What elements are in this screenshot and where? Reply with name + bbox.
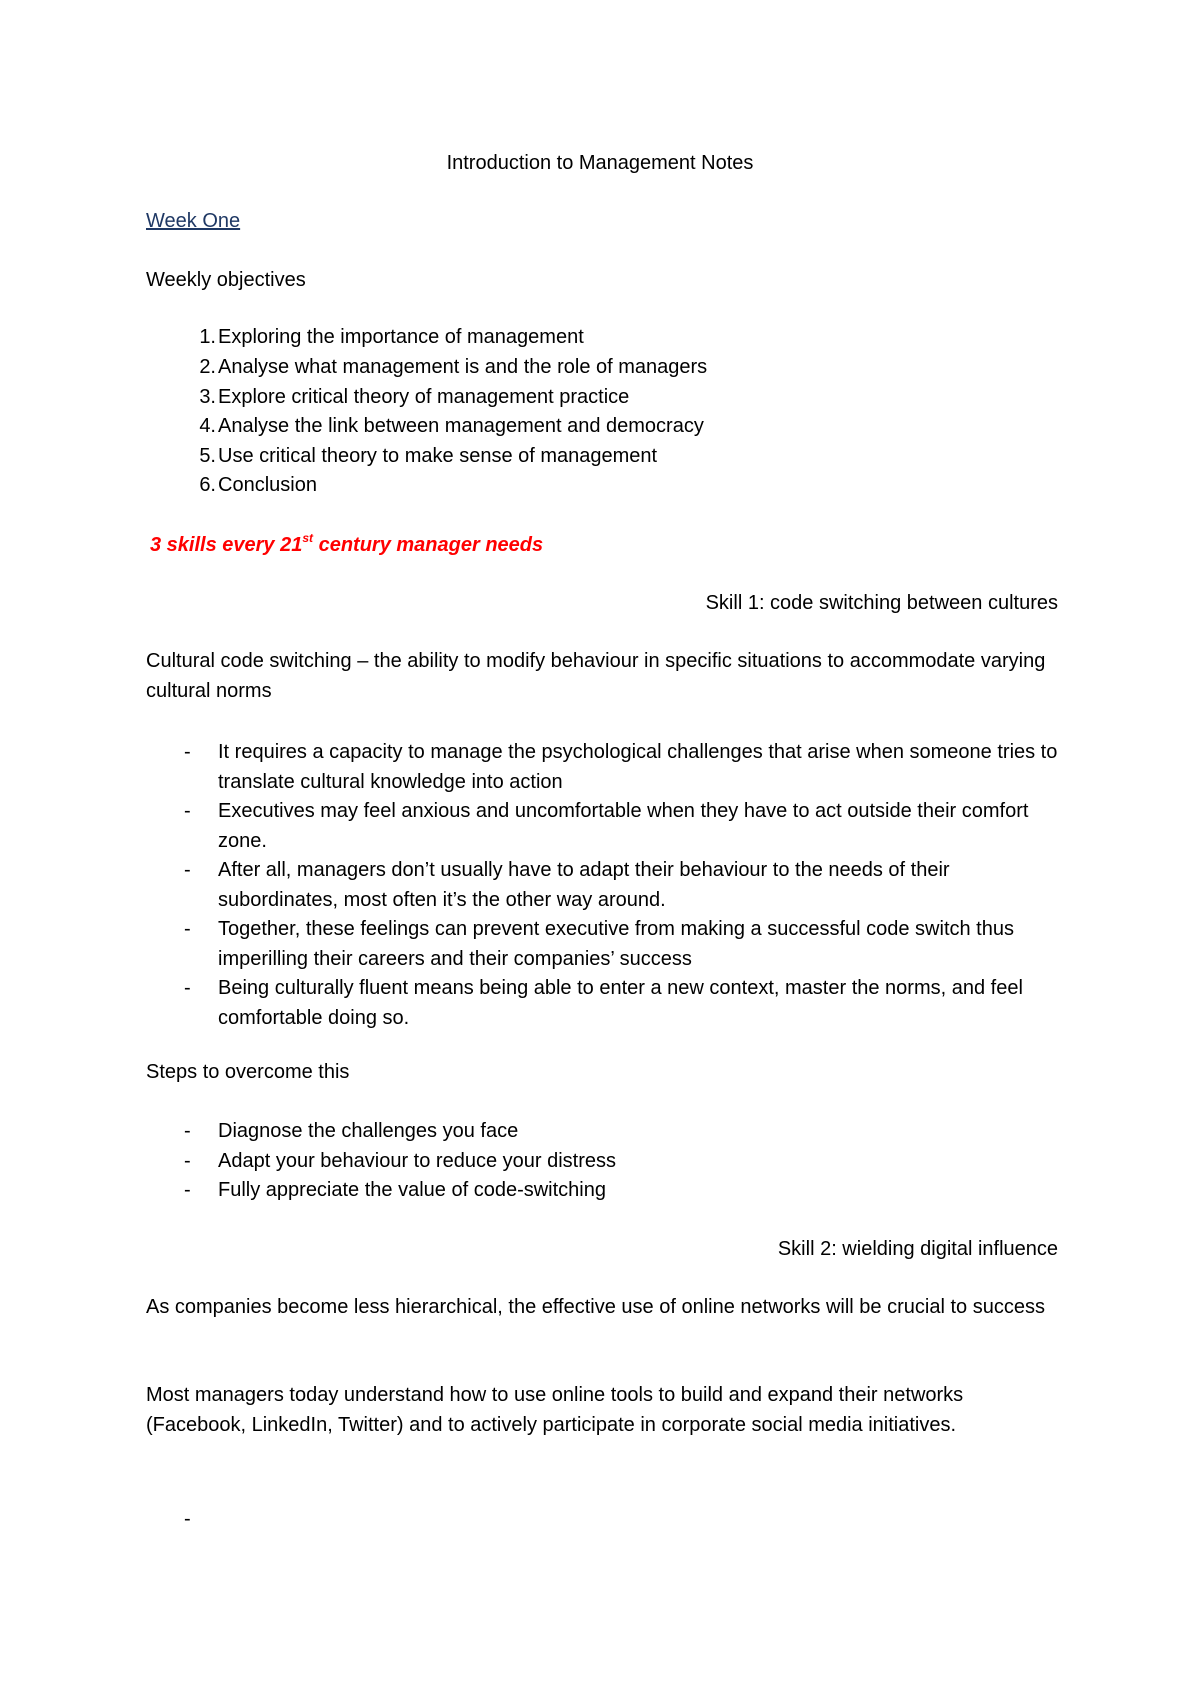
- bullet-dash: -: [184, 741, 191, 763]
- objective-text: Exploring the importance of management: [218, 326, 584, 348]
- bullet-dash: -: [184, 1508, 191, 1530]
- objective-text: Analyse the link between management and democracy: [218, 415, 704, 437]
- objective-number: 3.: [199, 386, 216, 408]
- skills-heading: [150, 533, 543, 557]
- objective-text: Explore critical theory of management practice: [218, 386, 630, 408]
- document-title: Introduction to Management Notes: [446, 152, 754, 174]
- skill2-paragraph-1: As companies become less hierarchical, the effective use of online networks will be crucial to success: [146, 1296, 1045, 1318]
- bullet-dash: -: [184, 977, 191, 999]
- bullet-text: Executives may feel anxious and uncomfortable when they have to act outside their comfort zone.: [218, 800, 1029, 852]
- steps-label: Steps to overcome this: [146, 1061, 350, 1083]
- week-heading: Week One: [146, 210, 241, 232]
- bullet-dash: -: [184, 1150, 191, 1172]
- bullet-dash: -: [184, 800, 191, 822]
- skill2-paragraph-2: Most managers today understand how to use online tools to build and expand their networks (Facebook, LinkedIn, Twitter) and to actively participate in corporate social media initiatives.: [146, 1384, 964, 1436]
- objective-number: 4.: [199, 415, 216, 437]
- objective-text: Analyse what management is and the role of managers: [218, 356, 708, 378]
- bullet-dash: -: [184, 1120, 191, 1142]
- objective-text: Conclusion: [218, 474, 317, 496]
- bullet-dash: -: [184, 859, 191, 881]
- objective-number: 2.: [199, 356, 216, 378]
- bullet-text: Together, these feelings can prevent executive from making a successful code switch thus imperilling their careers and their companies’ success: [218, 918, 1014, 970]
- skills-heading-sup: st: [302, 531, 314, 545]
- step-text: Fully appreciate the value of code-switching: [218, 1179, 606, 1201]
- skills-heading-after: century manager needs: [313, 534, 544, 556]
- bullet-text: It requires a capacity to manage the psychological challenges that arise when someone tries to translate cultural knowledge into action: [218, 741, 1058, 793]
- skill1-heading: Skill 1: code switching between cultures: [705, 592, 1058, 614]
- step-text: Diagnose the challenges you face: [218, 1120, 519, 1142]
- objective-number: 1.: [199, 326, 216, 348]
- step-text: Adapt your behaviour to reduce your distress: [218, 1150, 616, 1172]
- bullet-text: After all, managers don’t usually have to adapt their behaviour to the needs of their subordinates, most often it’s the other way around.: [218, 859, 950, 911]
- bullet-text: Being culturally fluent means being able to enter a new context, master the norms, and feel comfortable doing so.: [218, 977, 1023, 1029]
- objective-number: 6.: [199, 474, 216, 496]
- skill1-definition: Cultural code switching – the ability to modify behaviour in specific situations to accommodate varying cultural norms: [146, 650, 1046, 702]
- bullet-dash: -: [184, 1179, 191, 1201]
- objective-text: Use critical theory to make sense of management: [218, 445, 658, 467]
- objectives-label: Weekly objectives: [146, 269, 306, 291]
- objective-number: 5.: [199, 445, 216, 467]
- skills-heading-before: 3 skills every 21: [150, 534, 303, 556]
- bullet-dash: -: [184, 918, 191, 940]
- skill2-heading: Skill 2: wielding digital influence: [777, 1238, 1058, 1260]
